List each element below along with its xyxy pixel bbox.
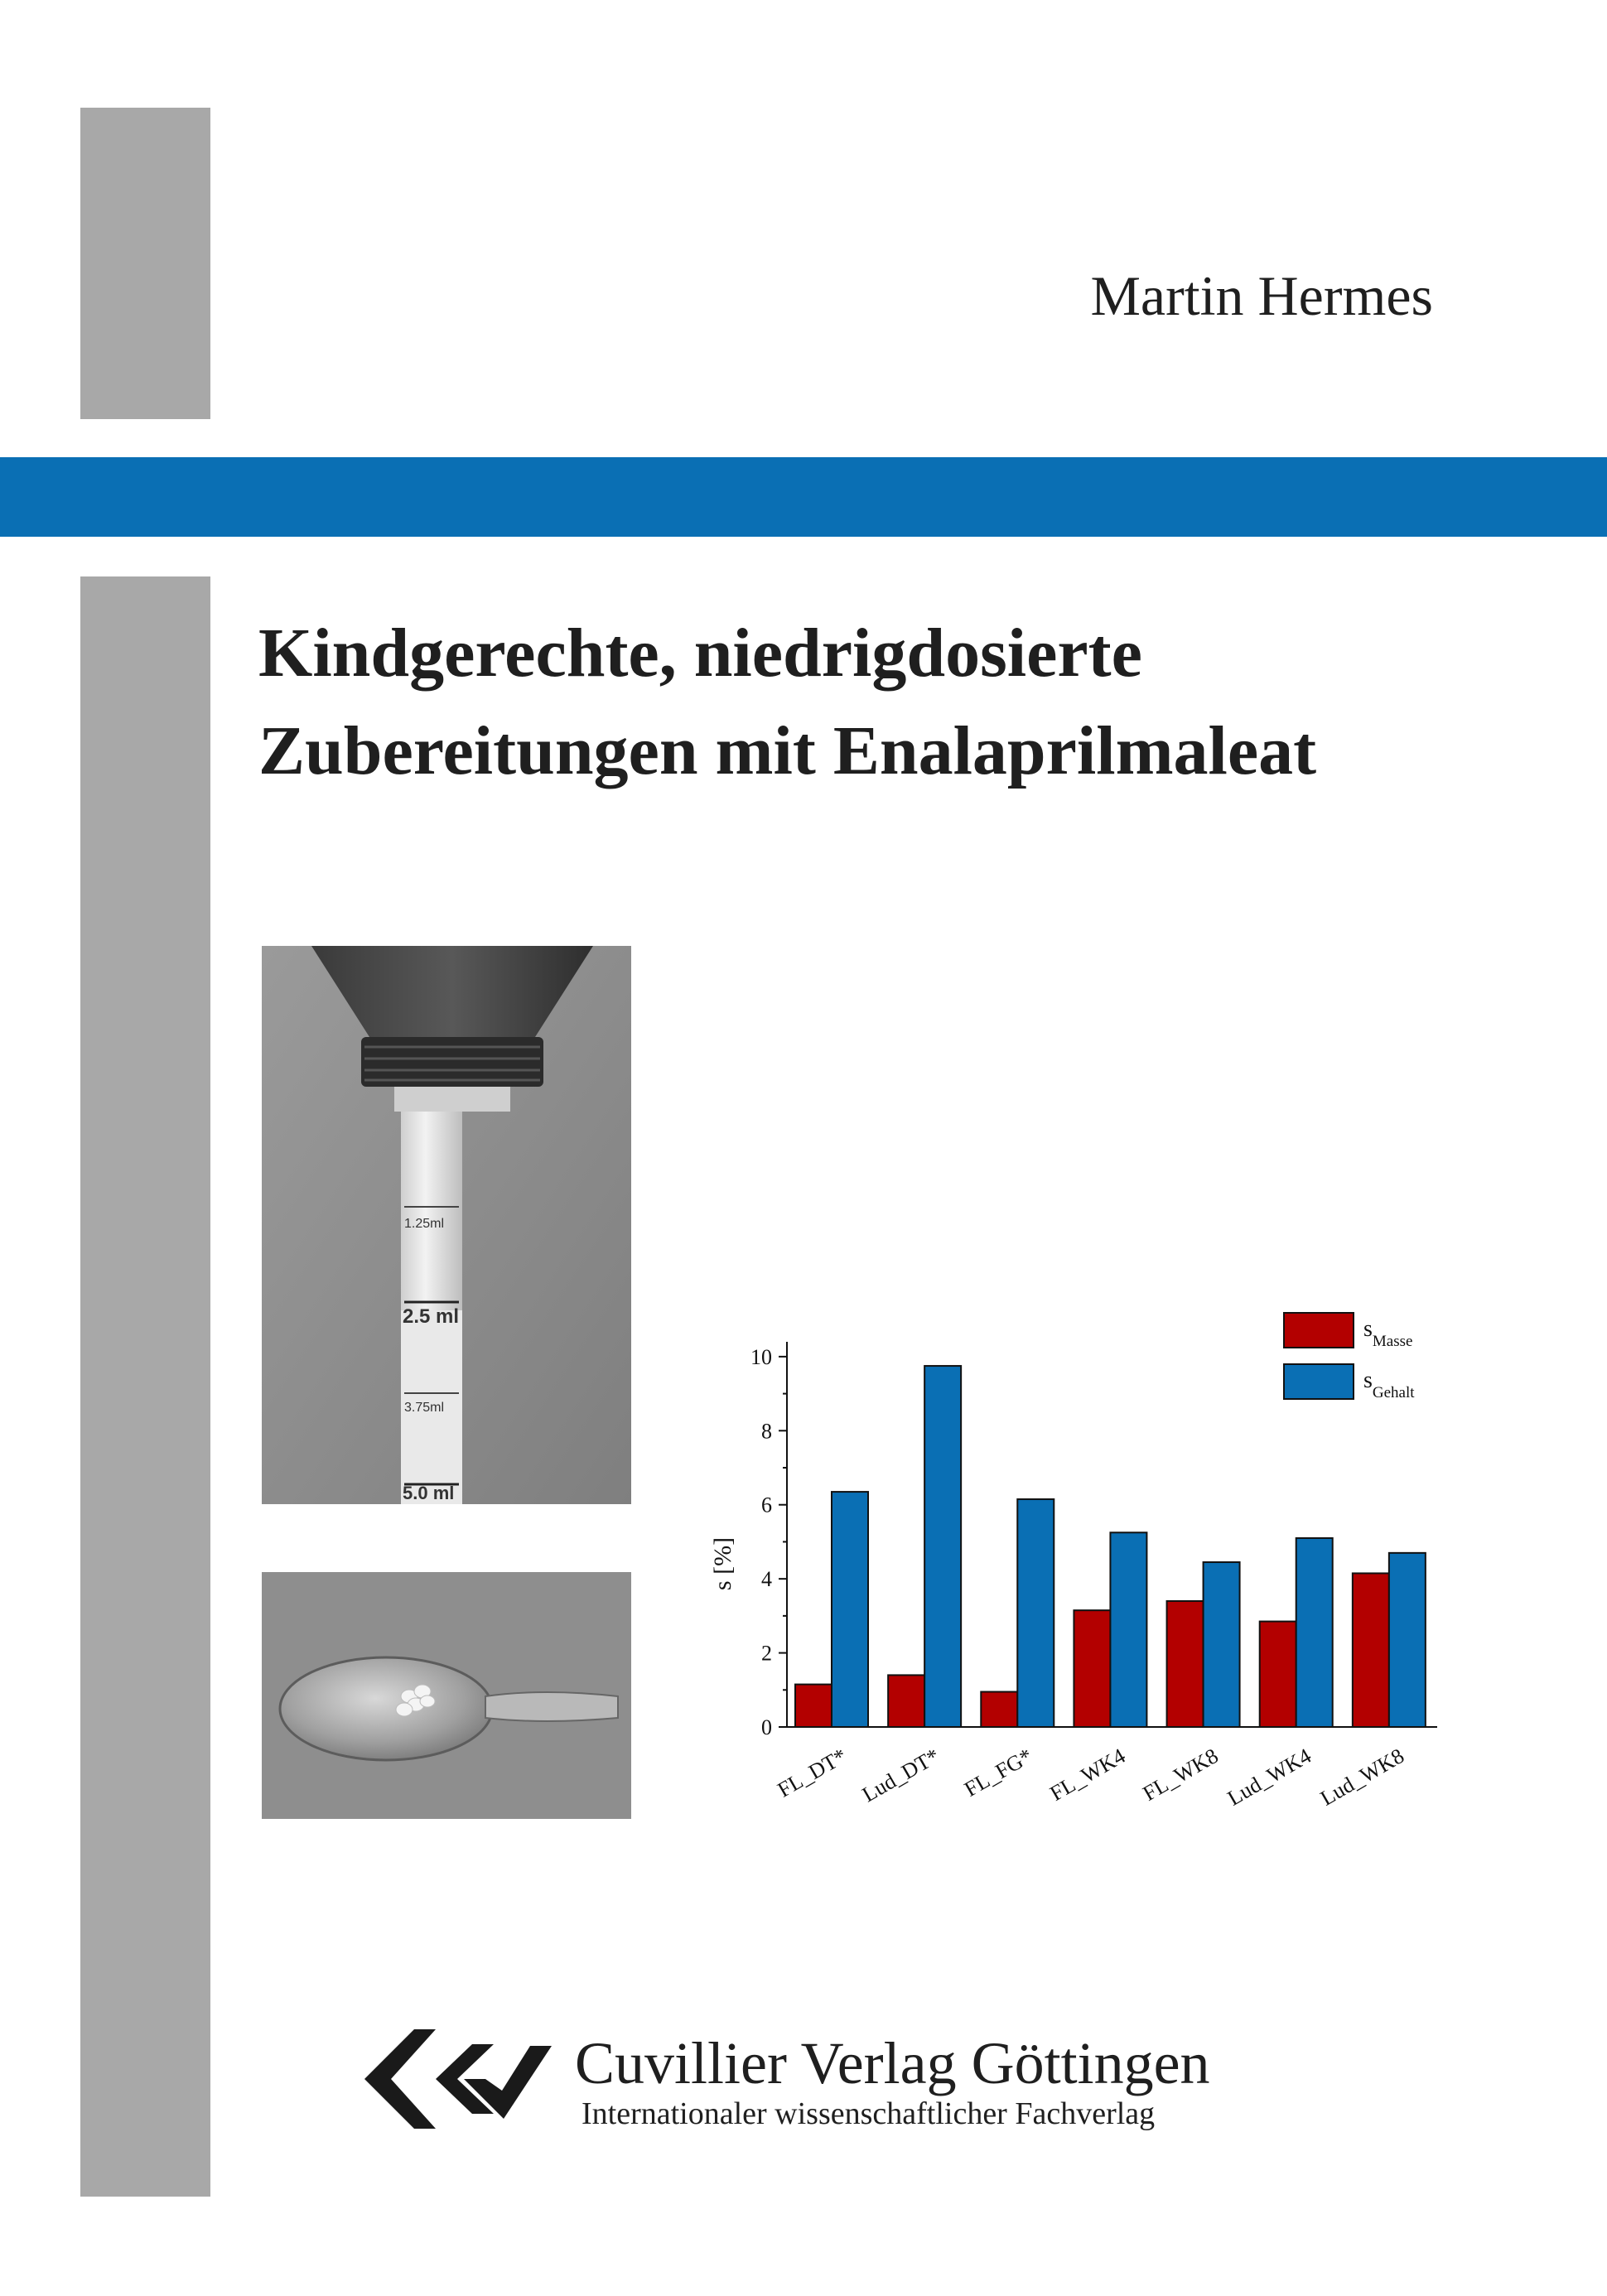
y-tick-label: 6 [761,1493,772,1517]
x-tick-label: FL_WK4 [1045,1744,1130,1806]
gray-accent-bar-left [80,576,210,2197]
y-tick-label: 0 [761,1715,772,1739]
spoon-photo [262,1572,631,1819]
legend-swatch-masse [1284,1313,1354,1348]
bar-masse [981,1692,1017,1727]
title-line-2: Zubereitungen mit Enalaprilmaleat [258,712,1317,789]
x-tick-label: FL_DT* [773,1744,851,1802]
title-line-1: Kindgerechte, niedrigdosierte [258,615,1142,692]
blue-band [0,457,1607,537]
publisher-name: Cuvillier Verlag Göttingen [575,2030,1210,2096]
legend-label-gehalt: $s_{Gehalt}$ [1363,1367,1415,1401]
x-tick-label: Lud_WK4 [1223,1744,1315,1811]
bar-gehalt [924,1366,961,1727]
bar-gehalt [832,1492,868,1727]
x-tick-label: FL_FG* [960,1744,1037,1802]
bar-gehalt [1110,1532,1146,1727]
chart-legend [1284,1313,1415,1401]
bar-gehalt [1017,1499,1054,1727]
x-tick-label: Lud_WK8 [1316,1744,1408,1811]
bar-masse [1167,1601,1204,1727]
chart-y-axis-label: s [%] [709,1536,736,1591]
bar-masse [1260,1622,1296,1727]
x-tick-label: FL_WK8 [1138,1744,1223,1806]
bar-masse [1353,1573,1389,1727]
bar-gehalt [1204,1562,1240,1727]
bar-gehalt [1296,1538,1333,1727]
legend-swatch-gehalt [1284,1364,1354,1399]
y-tick-label: 4 [761,1567,772,1592]
legend-label-masse: $s_{Masse}$ [1363,1316,1413,1350]
chart-bars [795,1366,1426,1727]
chart-x-tick-labels [774,1744,1408,1811]
syringe-mark-2: 2.5 ml [403,1305,460,1328]
bar-masse [1074,1610,1110,1727]
bar-gehalt [1389,1553,1426,1727]
author-name: Martin Hermes [1090,264,1433,327]
y-tick-label: 10 [750,1344,772,1369]
syringe-mark-3: 3.75ml [404,1401,445,1415]
gray-accent-bar-top [80,108,210,419]
book-title [258,605,1551,800]
chart-y-tick-labels [750,1345,772,1739]
bar-masse [888,1675,924,1727]
publisher-subtitle: Internationaler wissenschaftlicher Fachverlag [582,2096,1156,2131]
x-tick-label: Lud_DT* [857,1744,944,1807]
publisher-logo [356,2021,555,2137]
y-tick-label: 2 [761,1641,772,1666]
bar-chart [679,1292,1474,1872]
y-tick-label: 8 [761,1419,772,1444]
syringe-mark-1: 1.25ml [404,1217,445,1231]
bar-masse [795,1685,832,1727]
syringe-mark-4: 5.0 ml [403,1483,455,1503]
syringe-photo [262,946,631,1504]
